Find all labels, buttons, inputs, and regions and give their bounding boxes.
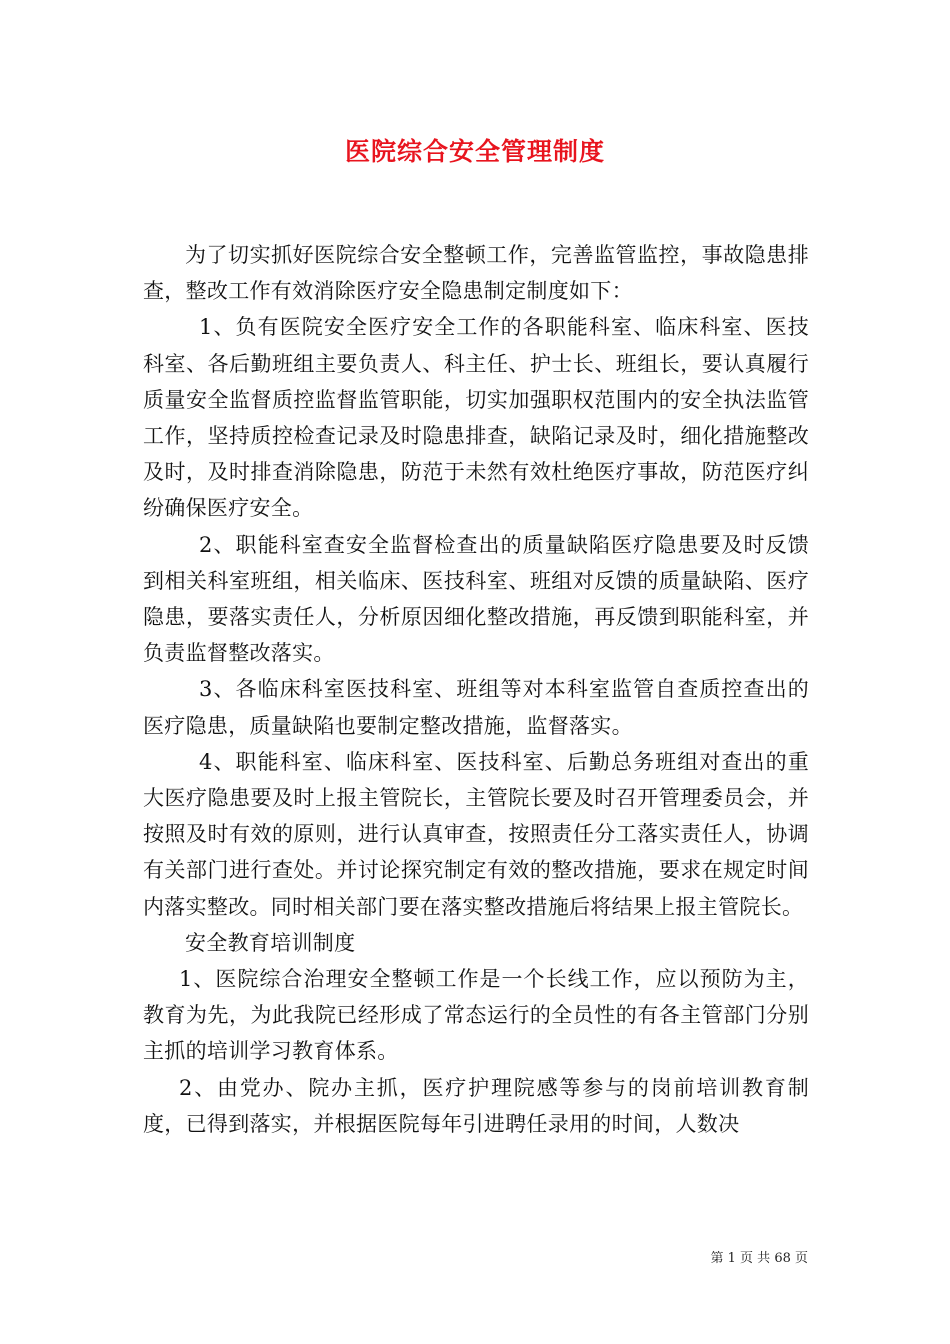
document-title: 医院综合安全管理制度	[344, 137, 605, 166]
document-body	[143, 237, 809, 1142]
paragraph-item-4: 4、职能科室、临床科室、医技科室、后勤总务班组对查出的重大医疗隐患要及时上报主管院长，主管院长要及时召开管理委员会，并按照及时有效的原则，进行认真审查，按照责任分工落实责任人，协调有关部门进行查处。并讨论探究制定有效的整改措施，要求在规定时间内落实整改。同时相关部门要在落实整改措施后将结果上报主管院长。	[143, 749, 809, 919]
section-heading: 安全教育培训制度	[185, 930, 356, 955]
training-paragraph-1: 1、医院综合治理安全整顿工作是一个长线工作，应以预防为主，教育为先，为此我院已经形成了常态运行的全员性的有各主管部门分别主抓的培训学习教育体系。	[143, 967, 809, 1064]
page-number: 第 1 页 共 68 页	[710, 1251, 808, 1266]
paragraph-item-1: 1、负有医院安全医疗安全工作的各职能科室、临床科室、医技科室、各后勤班组主要负责人、科主任、护士长、班组长，要认真履行质量安全监督质控监督监管职能，切实加强职权范围内的安全执法监管工作，坚持质控检查记录及时隐患排查，缺陷记录及时，细化措施整改及时，及时排查消除隐患，防范于未然有效杜绝医疗事故，防范医疗纠纷确保医疗安全。	[143, 315, 809, 521]
paragraph-item-3: 3、各临床科室医技科室、班组等对本科室监管自查质控查出的医疗隐患，质量缺陷也要制定整改措施，监督落实。	[143, 677, 809, 738]
intro-paragraph: 为了切实抓好医院综合安全整顿工作，完善监管监控，事故隐患排查，整改工作有效消除医疗安全隐患制定制度如下：	[143, 243, 809, 304]
training-paragraph-2: 2、由党办、院办主抓，医疗护理院感等参与的岗前培训教育制度，已得到落实，并根据医院每年引进聘任录用的时间，人数决	[143, 1075, 809, 1136]
paragraph-item-2: 2、职能科室查安全监督检查出的质量缺陷医疗隐患要及时反馈到相关科室班组，相关临床、医技科室、班组对反馈的质量缺陷、医疗隐患，要落实责任人，分析原因细化整改措施，再反馈到职能科室，并负责监督整改落实。	[143, 532, 809, 666]
